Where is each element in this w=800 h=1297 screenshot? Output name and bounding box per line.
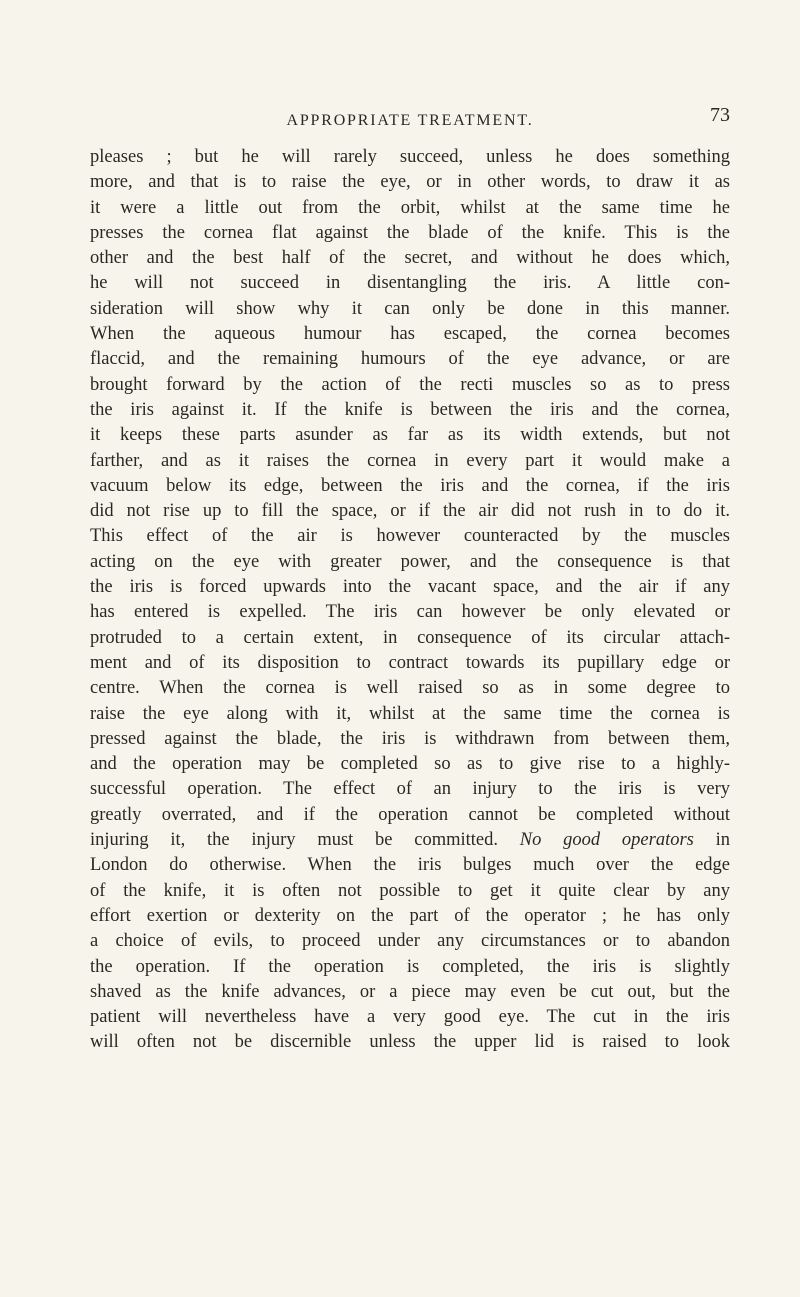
italic-phrase: No good operators (519, 830, 694, 851)
text-line: successful operation. The effect of an injury to the iris is very (90, 779, 730, 800)
running-header (90, 106, 730, 136)
text-line: the iris is forced upwards into the vacant space, and the air if any (90, 577, 730, 598)
text-line: greatly overrated, and if the operation cannot be completed without (90, 804, 730, 825)
text-line: This effect of the air is however counteracted by the muscles (90, 526, 730, 547)
text-line: When the aqueous humour has escaped, the cornea becomes (90, 324, 730, 345)
text-line: sideration will show why it can only be done in this manner. (90, 298, 730, 319)
text-line: a choice of evils, to proceed under any circumstances or to abandon (90, 931, 730, 952)
text-line: patient will nevertheless have a very good eye. The cut in the iris (90, 1007, 730, 1028)
text-line: it keeps these parts asunder as far as its width extends, but not (90, 425, 730, 446)
page-number: 73 (710, 104, 730, 126)
text-line: flaccid, and the remaining humours of the eye advance, or are (90, 349, 730, 370)
text-line: has entered is expelled. The iris can however be only elevated or (90, 602, 730, 623)
text-line: centre. When the cornea is well raised so as in some degree to (90, 678, 730, 699)
body-text (90, 145, 730, 1056)
text-line: pressed against the blade, the iris is withdrawn from between them, (90, 728, 730, 749)
text-line: shaved as the knife advances, or a piece may even be cut out, but the (90, 981, 730, 1002)
text-line: presses the cornea flat against the blade of the knife. This is the (90, 222, 730, 243)
text-line: ment and of its disposition to contract towards its pupillary edge or (90, 652, 730, 673)
text-line: of the knife, it is often not possible to get it quite clear by any (90, 880, 730, 901)
running-title: APPROPRIATE TREATMENT. (286, 112, 534, 129)
text-line: brought forward by the action of the recti muscles so as to press (90, 374, 730, 395)
text-line: did not rise up to fill the space, or if the air did not rush in to do it. (90, 501, 730, 522)
text-line: pleases ; but he will rarely succeed, unless he does something (90, 147, 730, 167)
text-line: raise the eye along with it, whilst at the same time the cornea is (90, 703, 730, 724)
text-line: acting on the eye with greater power, and the consequence is that (90, 551, 730, 572)
text-segment: injuring it, the injury must be committed. (90, 830, 499, 851)
text-segment: in (693, 830, 730, 851)
text-line: it were a little out from the orbit, whilst at the same time he (90, 197, 730, 218)
text-line: and the operation may be completed so as to give rise to a highly- (90, 754, 730, 775)
text-line: other and the best half of the secret, and without he does which, (90, 248, 730, 269)
text-line: effort exertion or dexterity on the part of the operator ; he has only (90, 905, 730, 926)
text-line-with-italic (90, 828, 730, 853)
text-line: farther, and as it raises the cornea in every part it would make a (90, 450, 730, 471)
text-line: the operation. If the operation is completed, the iris is slightly (90, 956, 730, 977)
text-line: will often not be discernible unless the upper lid is raised to look (90, 1032, 730, 1053)
text-line: protruded to a certain extent, in consequence of its circular attach- (90, 627, 730, 648)
text-line: he will not succeed in disentangling the iris. A little con- (90, 273, 730, 294)
text-line: the iris against it. If the knife is between the iris and the cornea, (90, 399, 730, 420)
text-line: London do otherwise. When the iris bulges much over the edge (90, 855, 730, 876)
text-line: more, and that is to raise the eye, or in other words, to draw it as (90, 172, 730, 193)
text-line: vacuum below its edge, between the iris and the cornea, if the iris (90, 475, 730, 496)
